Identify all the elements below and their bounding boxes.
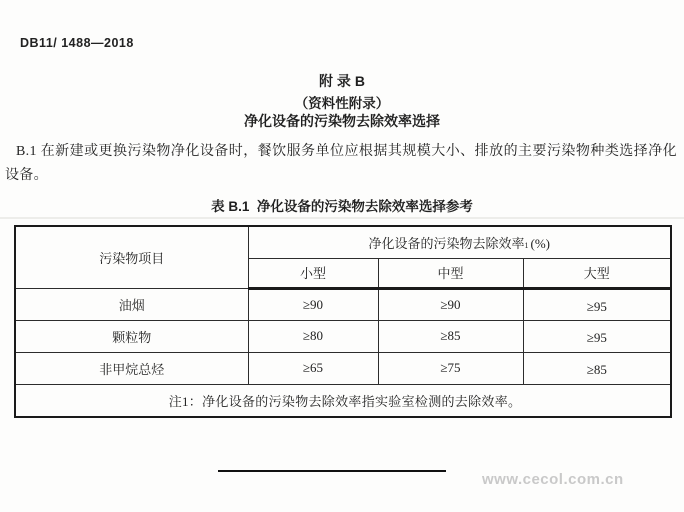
end-of-document-rule	[218, 470, 446, 472]
cell-small: ≥65	[248, 352, 378, 384]
cell-large: ≥95	[523, 288, 671, 320]
appendix-title: 附 录 B	[319, 73, 365, 89]
cell-small: ≥80	[248, 320, 378, 352]
header-size-medium: 中型	[378, 258, 523, 288]
appendix-heading: 净化设备的污染物去除效率选择	[244, 113, 440, 129]
table-note-row	[15, 384, 671, 417]
table-note: 注1：净化设备的污染物去除效率指实验室检测的去除效率。	[15, 384, 671, 417]
cell-medium: ≥75	[378, 352, 523, 384]
header-efficiency-text: 净化设备的污染物去除效率	[368, 235, 525, 251]
header-item-column: 污染物项目	[15, 226, 248, 288]
header-size-large: 大型	[523, 258, 671, 288]
header-size-small: 小型	[248, 258, 378, 288]
efficiency-table	[14, 225, 672, 418]
cell-item: 非甲烷总烃	[15, 352, 248, 384]
header-efficiency-group	[248, 226, 671, 258]
cell-item: 油烟	[15, 288, 248, 320]
cell-medium: ≥90	[378, 288, 523, 320]
cell-large: ≥85	[523, 352, 671, 384]
cell-large: ≥95	[523, 320, 671, 352]
table-row	[15, 352, 671, 384]
table-row	[15, 288, 671, 320]
footnote-marker: 1	[524, 240, 529, 250]
cell-medium: ≥85	[378, 320, 523, 352]
scan-artifact-line	[0, 217, 684, 219]
doc-number: DB11/ 1488—2018	[20, 36, 134, 50]
appendix-subtitle: （资料性附录）	[294, 96, 390, 111]
watermark-text: www.cecol.com.cn	[482, 471, 624, 488]
table-caption: 表 B.1 净化设备的污染物去除效率选择参考	[211, 199, 473, 214]
cell-item: 颗粒物	[15, 320, 248, 352]
header-unit: (%)	[530, 235, 551, 251]
table-row	[15, 320, 671, 352]
cell-small: ≥90	[248, 288, 378, 320]
clause-b1-paragraph: B.1 在新建或更换污染物净化设备时，餐饮服务单位应根据其规模大小、排放的主要污染物种类选择净化设备。	[5, 144, 677, 183]
